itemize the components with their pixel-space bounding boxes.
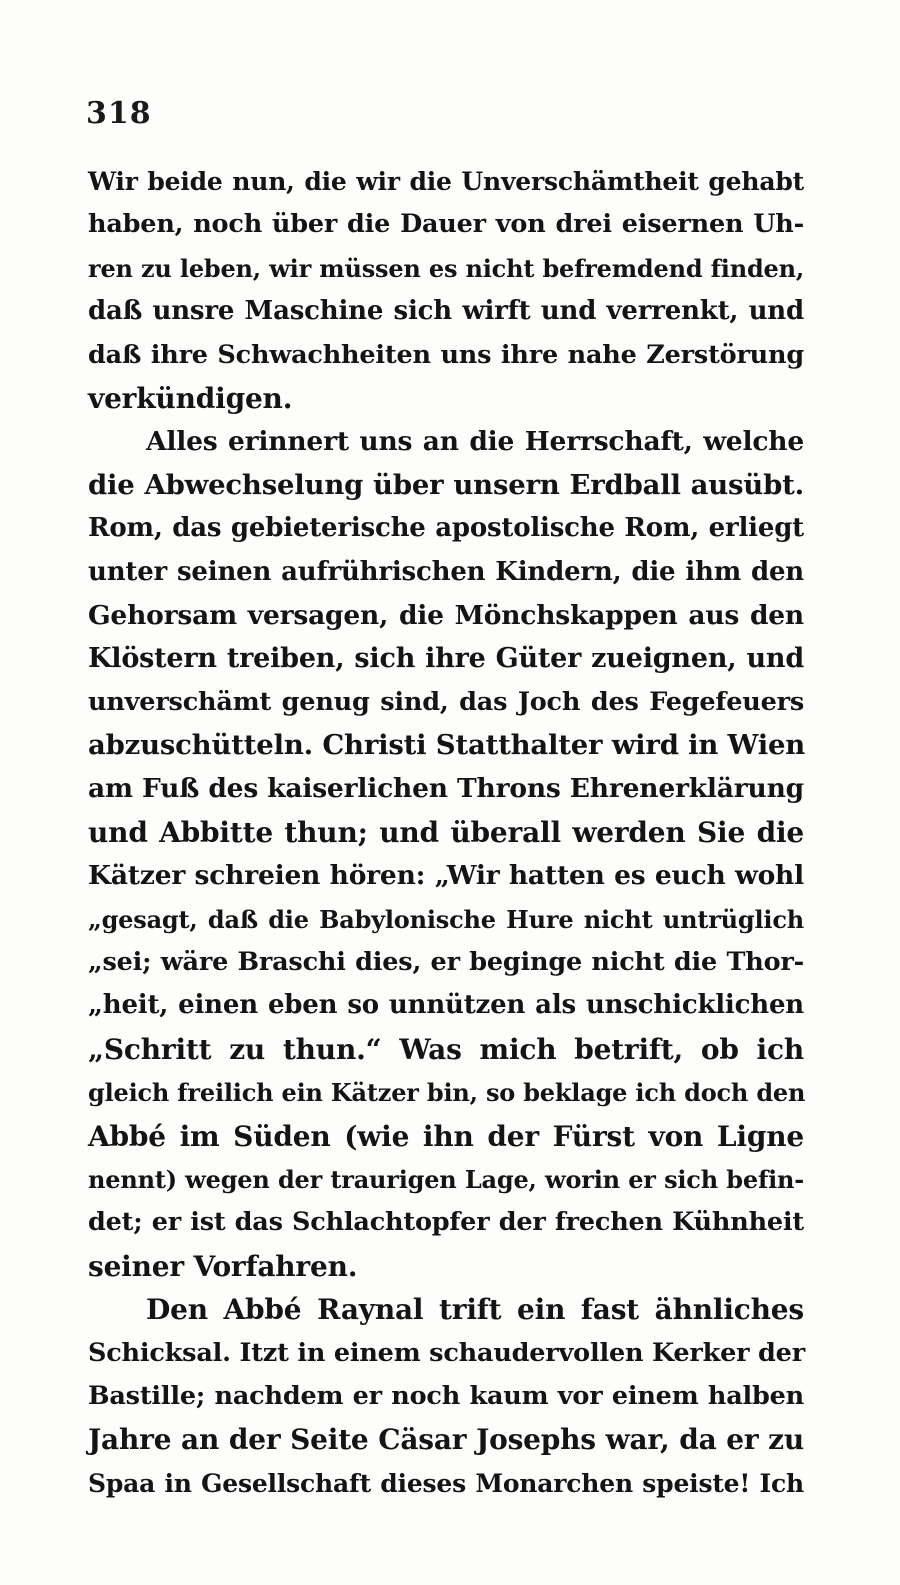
text-line: Abbé im Süden (wie ihn der Fürst von Ligne — [88, 1119, 804, 1153]
text-line: am Fuß des kaiserlichen Throns Ehrenerklärung — [88, 773, 804, 805]
text-line: Bastille; nachdem er noch kaum vor einem halben — [88, 1380, 804, 1411]
text-line: nennt) wegen der traurigen Lage, worin er sich befin- — [88, 1164, 804, 1194]
body-text — [88, 160, 804, 1505]
text-line: gleich freilich ein Kätzer bin, so beklage ich doch den — [88, 1078, 806, 1108]
text-line: verkündigen. — [88, 381, 293, 415]
paragraph-1 — [88, 160, 804, 420]
page-number: 318 — [86, 96, 152, 131]
text-line: „gesagt, daß die Babylonische Hure nicht untrüglich — [88, 904, 804, 934]
text-line: und Abbitte thun; und überall werden Sie die — [88, 815, 804, 849]
text-line: seiner Vorfahren. — [88, 1249, 358, 1283]
text-line: Alles erinnert uns an die Herrschaft, welche — [146, 426, 804, 458]
text-line: die Abwechselung über unsern Erdball ausübt. — [88, 468, 804, 501]
text-line: ren zu leben, wir müssen es nicht befremdend finden, — [88, 253, 804, 283]
text-line: daß ihre Schwachheiten uns ihre nahe Zerstörung — [88, 339, 804, 370]
text-line: „sei; wäre Braschi dies, er beginge nicht die Thor- — [88, 947, 804, 978]
text-line: Rom, das gebieterische apostolische Rom, erliegt — [88, 513, 804, 544]
text-line: Jahre an der Seite Cäsar Josephs war, da er zu — [88, 1423, 804, 1457]
text-line: „heit, einen eben so unnützen als unschicklichen — [88, 990, 804, 1021]
text-line: unter seinen aufrührischen Kindern, die ihm den — [88, 556, 804, 587]
paragraph-3 — [88, 1288, 804, 1505]
text-line: abzuschütteln. Christi Statthalter wird in Wien — [88, 729, 806, 762]
text-line: det; er ist das Schlachtopfer der frechen Kühnheit — [88, 1207, 804, 1238]
text-line: Gehorsam versagen, die Mönchskappen aus den — [88, 599, 804, 631]
text-line: Den Abbé Raynal trift ein fast ähnliches — [146, 1293, 804, 1327]
text-line: Wir beide nun, die wir die Unverschämtheit gehabt — [88, 167, 804, 196]
text-line: Kätzer schreien hören: „Wir hatten es euch wohl — [88, 860, 804, 892]
text-line: daß unsre Maschine sich wirft und verrenkt, und — [88, 296, 804, 327]
text-line: „Schritt zu thun.“ Was mich betrift, ob ich — [88, 1032, 804, 1066]
paragraph-2 — [88, 420, 804, 1288]
text-line: Klöstern treiben, sich ihre Güter zueignen, und — [88, 643, 804, 675]
text-line: Spaa in Gesellschaft dieses Monarchen speiste! Ich — [88, 1468, 804, 1498]
text-line: haben, noch über die Dauer von drei eisernen Uh- — [88, 209, 804, 240]
text-line: unverschämt genug sind, das Joch des Fegefeuers — [88, 686, 804, 717]
text-line: Schicksal. Itzt in einem schaudervollen Kerker der — [88, 1337, 805, 1368]
